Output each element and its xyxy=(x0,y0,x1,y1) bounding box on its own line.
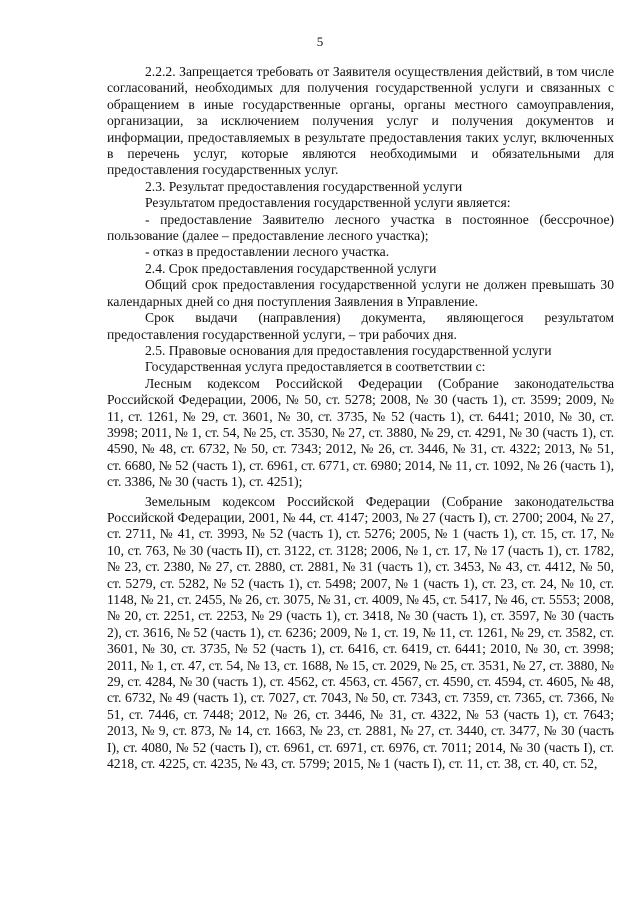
paragraph-result-intro: Результатом предоставления государственной услуги является: xyxy=(145,195,511,211)
list-item-result-provision: - предоставление Заявителю лесного участка в постоянное (бессрочное) пользование (далее – предоставление лесного участка); xyxy=(107,211,614,244)
section-heading-2-4: 2.4. Срок предоставления государственной услуги xyxy=(145,260,437,276)
paragraph-land-code: Земельным кодексом Российской Федерации (Собрание законодательства Российской Федерации, 2001, № 44, ст. 4147; 2003, № 27 (часть I), ст. 2700; 2004, № 27, ст. 2711, № 41, ст. 3993, № 52 (часть 1), ст. 5276; 2005, № 1 (часть 1), ст. 15, ст. 17, № 10, ст. 763, № 30 (часть II), ст. 3122, ст. 3128; 2006, № 1, ст. 17, № 17 (часть 1), ст. 1782, № 23, ст. 2380, № 27, ст. 2880, ст. 2881, № 31 (часть 1), ст. 3453, № 43, ст. 4412, № 50, ст. 5279, ст. 5282, № 52 (часть 1), ст. 5498; 2007, № 1 (часть 1), ст. 23, ст. 24, № 10, ст. 1148, № 21, ст. 2455, № 26, ст. 3075, № 31, ст. 4009, № 45, ст. 5417, № 46, ст. 5553; 2008, № 20, ст. 2251, ст. 2253, № 29 (часть 1), ст. 3418, № 30 (часть 1), ст. 3597, № 30 (часть 2), ст. 3616, № 52 (часть 1), ст. 6236; 2009, № 1, ст. 19, № 11, ст. 1261, № 29, ст. 3582, ст. 3601, № 30, ст. 3735, № 52 (часть 1), ст. 6416, ст. 6419, ст. 6441; 2010, № 30, ст. 3998; 2011, № 1, ст. 47, ст. 54, № 13, ст. 1688, № 15, ст. 2029, № 25, ст. 3531, № 27, ст. 3880, № 29, ст. 4284, № 30 (часть 1), ст. 4562, ст. 4563, ст. 4567, ст. 4590, ст. 4594, ст. 4605, № 48, ст. 6732, № 49 (часть 1), ст. 7027, ст. 7043, № 50, ст. 7343, ст. 7359, ст. 7365, ст. 7366, № 51, ст. 7446, ст. 7448; 2012, № 26, ст. 3446, № 31, ст. 4322, № 53 (часть 1), ст. 7643; 2013, № 9, ст. 873, № 14, ст. 1663, № 23, ст. 2881, № 27, ст. 3440, ст. 3477, № 30 (часть I), ст. 4080, № 52 (часть I), ст. 6961, ст. 6971, ст. 6976, ст. 7011; 2014, № 30 (часть I), ст. 4218, ст. 4225, ст. 4235, № 43, ст. 5799; 2015, № 1 (часть I), ст. 11, ст. 38, ст. 40, ст. 52, xyxy=(107,493,614,772)
list-item-result-refusal: - отказ в предоставлении лесного участка. xyxy=(145,244,390,260)
paragraph-legal-basis-intro: Государственная услуга предоставляется в соответствии с: xyxy=(145,359,486,375)
document-body xyxy=(107,64,614,772)
page-number: 5 xyxy=(316,34,324,49)
section-heading-2-3: 2.3. Результат предоставления государственной услуги xyxy=(145,178,463,194)
paragraph-forest-code: Лесным кодексом Российской Федерации (Собрание законодательства Российской Федерации, 2006, № 50, ст. 5278; 2008, № 30 (часть 1), ст. 3599; 2009, № 11, ст. 1261, № 29, ст. 3601, № 30, ст. 3735, № 52 (часть 1), ст. 6441; 2010, № 30, ст. 3998; 2011, № 1, ст. 54, № 25, ст. 3530, № 27, ст. 3880, № 29, ст. 4291, № 30 (часть 1), ст. 4590, № 48, ст. 6732, № 50, ст. 7343; 2012, № 26, ст. 3446, № 31, ст. 4322; 2013, № 51, ст. 6680, № 52 (часть 1), ст. 6961, ст. 6771, ст. 6980; 2014, № 11, ст. 1092, № 26 (часть 1), ст. 3386, № 30 (часть 1), ст. 4251); xyxy=(107,375,614,490)
paragraph-issue-term: Срок выдачи (направления) документа, являющегося результатом предоставления государственной услуги, – три рабочих дня. xyxy=(107,310,614,342)
section-heading-2-5: 2.5. Правовые основания для предоставления государственной услуги xyxy=(145,342,552,358)
paragraph-total-term: Общий срок предоставления государственной услуги не должен превышать 30 календарных дней со дня поступления Заявления в Управление. xyxy=(107,277,614,309)
paragraph-2-2-2: 2.2.2. Запрещается требовать от Заявителя осуществления действий, в том числе согласований, необходимых для получения государственной услуги и связанных с обращением в иные государственные органы, органы местного самоуправления, организации, за исключением получения услуг и получения документов и информации, предоставляемых в результате предоставления таких услуг, включенных в перечень услуг, которые являются необходимыми и обязательными для предоставления государственных услуг. xyxy=(107,64,614,178)
